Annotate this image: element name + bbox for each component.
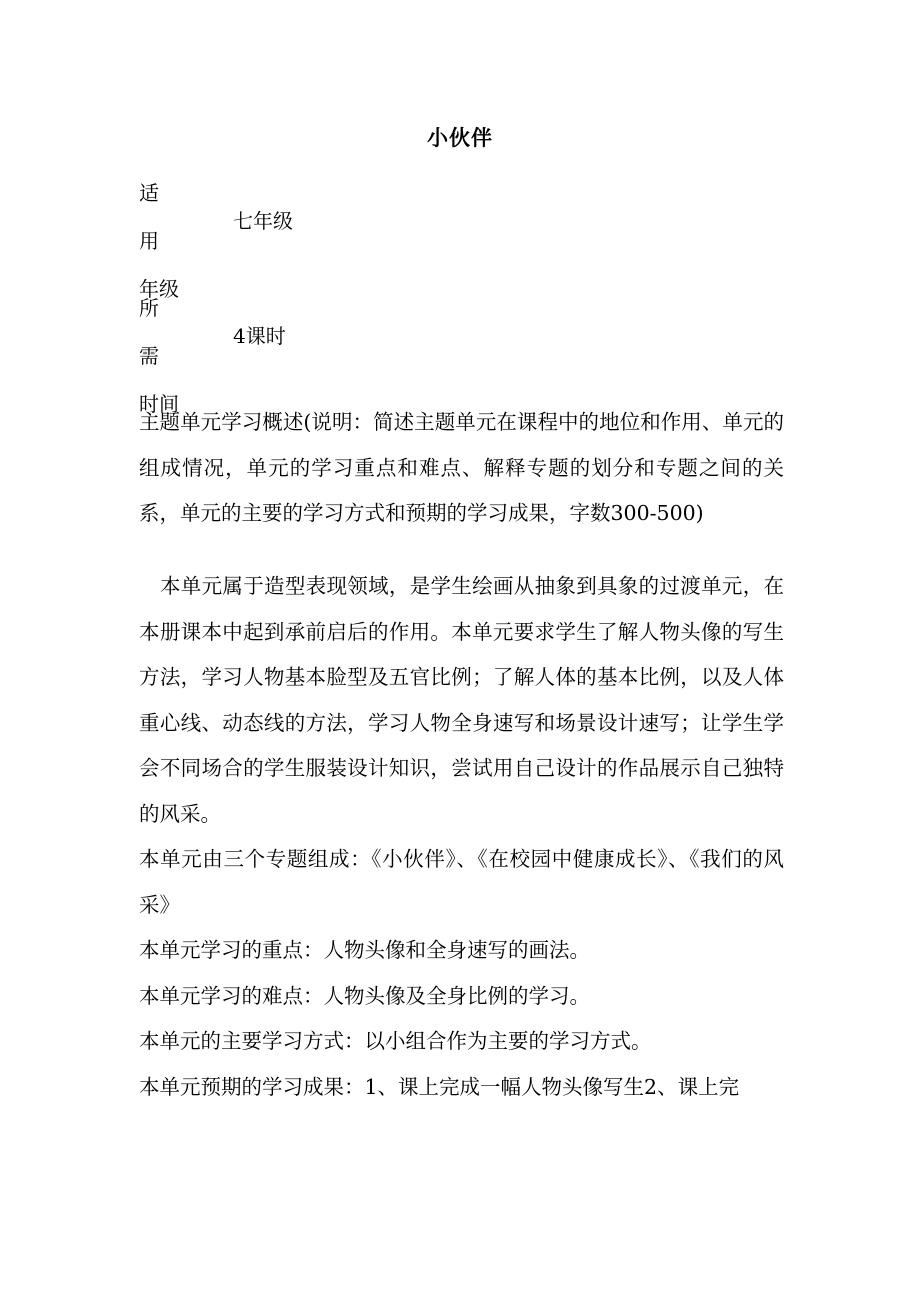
unit-description: 本单元属于造型表现领域，是学生绘画从抽象到具象的过渡单元，在本册课本中起到承前启后的作用。本单元要求学生了解人物头像的写生方法，学习人物基本脸型及五官比例；了解人体的基本比例，以及人体重心线、动态线的方法，学习人物全身速写和场景设计速写；让学生学会不同场合的学生服装设计知识，尝试用自己设计的作品展示自己独特的风采。 xyxy=(139,574,784,826)
unit-difficulties: 本单元学习的难点：人物头像及全身比例的学习。 xyxy=(139,983,590,1008)
document-title: 小伙伴 xyxy=(427,125,493,150)
unit-expected-outcomes: 本单元预期的学习成果：1、课上完成一幅人物头像写生2、课上完 xyxy=(139,1074,740,1099)
overview-body xyxy=(139,564,784,1110)
overview-heading: 主题单元学习概述(说明：简述主题单元在课程中的地位和作用、单元的组成情况，单元的学习重点和难点、解释专题的划分和专题之间的关系，单元的主要的学习方式和预期的学习成果，字数300-500) xyxy=(139,410,784,525)
duration-value: 4课时 xyxy=(233,324,286,348)
grade-value: 七年级 xyxy=(233,209,293,233)
grade-label-line1: 适用 xyxy=(139,181,177,253)
unit-key-points: 本单元学习的重点：人物头像和全身速写的画法。 xyxy=(139,938,590,962)
duration-label-line2: 时间 xyxy=(139,392,179,416)
duration-label-line1: 所需 xyxy=(139,296,177,368)
unit-topics: 本单元由三个专题组成：《小伙伴》、《在校园中健康成长》、《我们的风采》 xyxy=(139,847,784,917)
unit-learning-methods: 本单元的主要学习方式：以小组合作为主要的学习方式。 xyxy=(139,1029,652,1053)
grade-label-line2: 年级 xyxy=(139,277,179,301)
overview-section xyxy=(139,400,784,537)
